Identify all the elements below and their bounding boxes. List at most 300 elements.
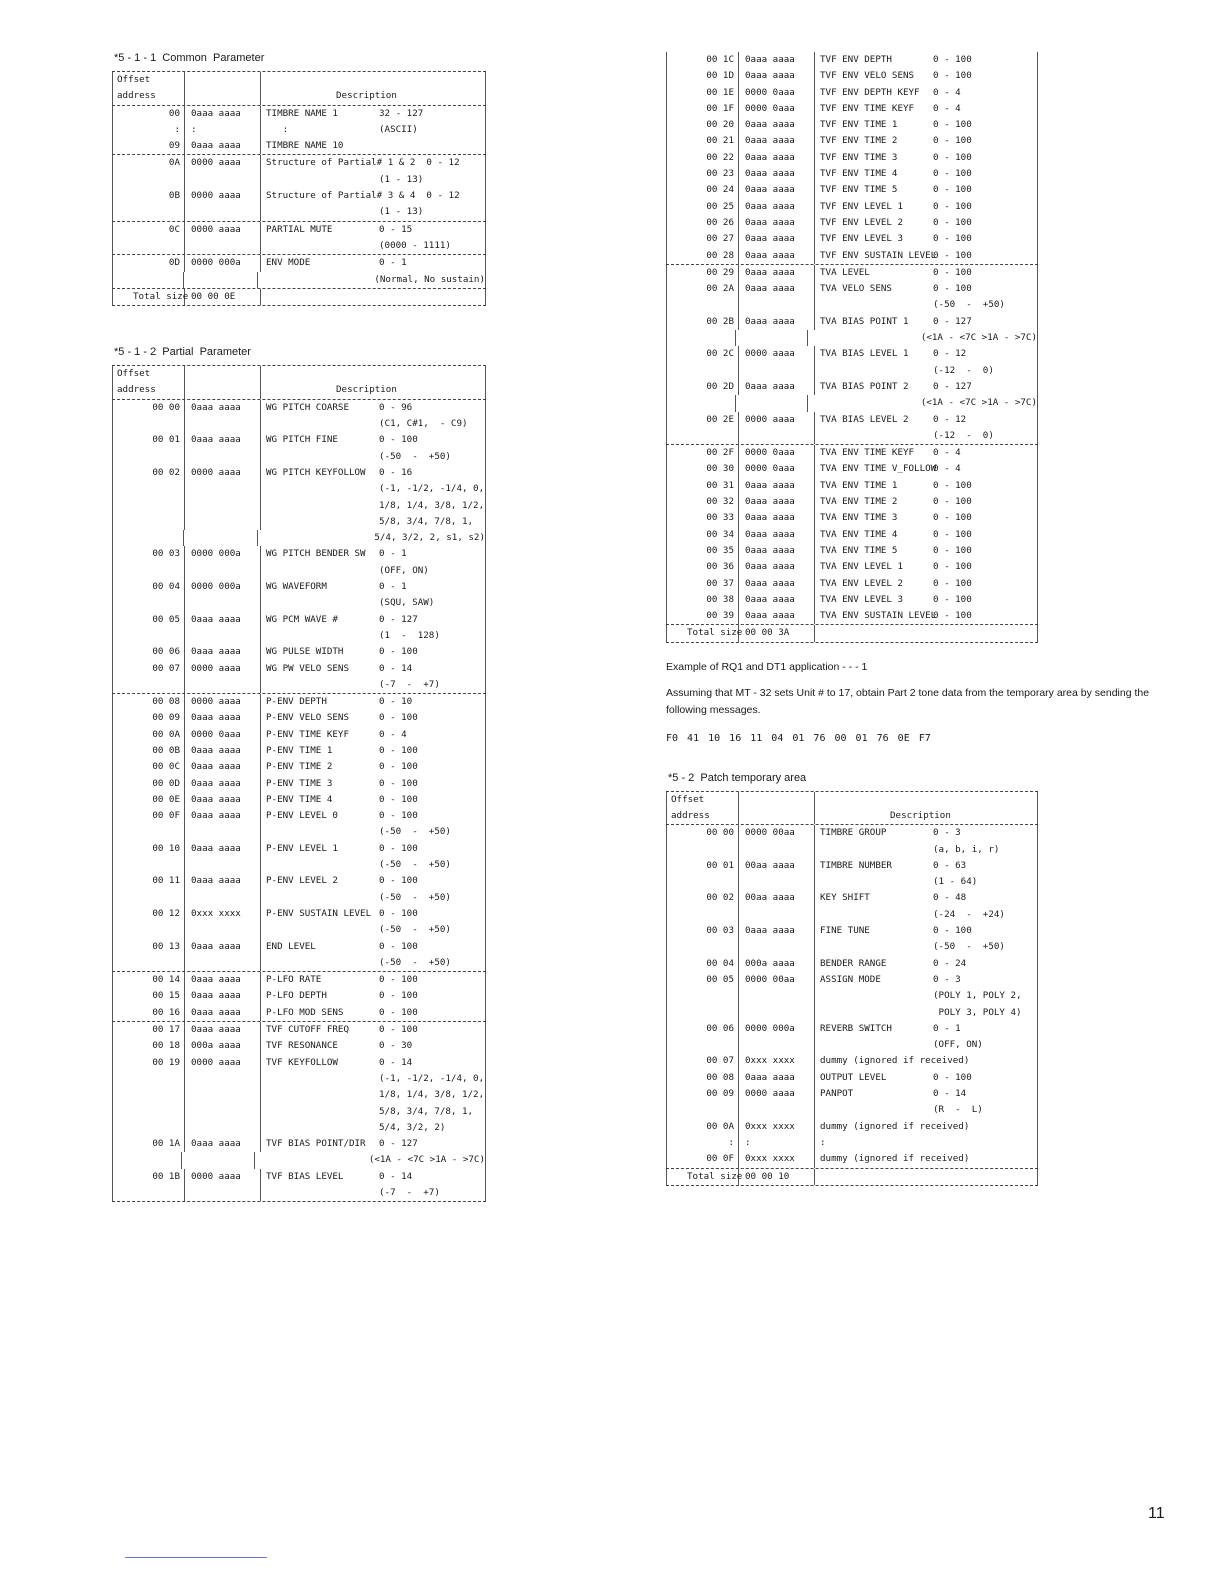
offset-cell: 00 06 <box>667 1021 739 1037</box>
data-bits-cell: 00 00 10 <box>739 1169 815 1185</box>
range-cell: (-50 - +50) <box>933 299 1005 311</box>
offset-cell: 00 17 <box>113 1022 185 1038</box>
description-cell: WG PW VELO SENS <box>266 662 349 674</box>
header-offset: Offset <box>113 72 185 88</box>
description-cell: TIMBRE GROUP <box>820 827 887 839</box>
description-cell: TVF ENV DEPTH <box>820 54 892 65</box>
data-bits-cell: 0aaa aaaa <box>185 1005 261 1021</box>
data-bits-cell <box>739 428 815 444</box>
description-cell: ENV MODE <box>266 257 311 269</box>
offset-cell: 00 13 <box>113 939 185 955</box>
description-cell: TVF ENV LEVEL 1 <box>820 200 903 212</box>
table-row <box>666 281 1038 297</box>
table-row <box>112 255 486 271</box>
data-bits-cell: 0000 aaaa <box>185 188 261 204</box>
data-bits-cell: 0aaa aaaa <box>185 988 261 1004</box>
offset-cell: 00 31 <box>667 478 739 494</box>
table-row <box>666 150 1038 166</box>
table-row <box>112 416 486 432</box>
description-cell: TVA ENV TIME 4 <box>820 528 898 540</box>
table-row <box>112 238 486 254</box>
data-bits-cell: 0aaa aaaa <box>185 808 261 824</box>
table-row <box>112 1120 486 1136</box>
offset-cell <box>667 842 739 858</box>
range-cell: 0 - 127 <box>379 613 418 625</box>
table-row <box>112 1055 486 1071</box>
range-cell: 0 - 14 <box>379 1170 413 1182</box>
table-row <box>666 1037 1038 1053</box>
table-row <box>666 956 1038 972</box>
range-cell: 0 - 4 <box>933 86 961 98</box>
table-row <box>112 481 486 497</box>
table-row <box>666 314 1038 330</box>
description-cell: TIMBRE NAME 10 <box>266 140 344 152</box>
description-cell: TVF BIAS POINT/DIR <box>266 1138 366 1150</box>
table-row <box>112 1185 486 1201</box>
description-cell: PARTIAL MUTE <box>266 223 333 235</box>
offset-cell: 00 18 <box>113 1038 185 1054</box>
description-cell <box>808 395 917 411</box>
table-row <box>112 188 486 204</box>
data-bits-cell <box>185 1104 261 1120</box>
offset-cell <box>667 1037 739 1053</box>
data-bits-cell <box>185 514 261 530</box>
description-cell: P-ENV TIME 4 <box>266 793 333 805</box>
data-bits-cell: 0aaa aaaa <box>739 199 815 215</box>
description-cell: KEY SHIFT <box>820 892 870 904</box>
description-cell: TVF BIAS LEVEL <box>266 1170 344 1182</box>
table-row <box>112 498 486 514</box>
description-cell: P-ENV LEVEL 0 <box>266 810 338 822</box>
offset-cell <box>113 1152 182 1168</box>
description-cell: : <box>820 1136 826 1148</box>
table-row <box>112 873 486 889</box>
range-cell: (-50 - +50) <box>379 450 451 462</box>
table-row <box>666 1102 1038 1118</box>
offset-cell: 00 0D <box>113 776 185 792</box>
data-bits-cell: 00 00 0E <box>185 289 261 305</box>
offset-cell: 0D <box>113 255 185 271</box>
offset-cell <box>667 988 739 1004</box>
offset-cell <box>113 272 184 288</box>
description-cell <box>261 890 375 906</box>
table-row <box>666 1119 1038 1135</box>
data-bits-cell <box>739 988 815 1004</box>
header-description: Description <box>336 384 397 396</box>
offset-cell: 00 08 <box>667 1070 739 1086</box>
table-header-row <box>112 72 486 88</box>
data-bits-cell <box>736 395 809 411</box>
table-header-row <box>666 792 1038 808</box>
description-cell: dummy (ignored if received) <box>820 1153 970 1165</box>
offset-cell <box>667 1005 739 1021</box>
data-bits-cell: 0aaa aaaa <box>739 117 815 133</box>
data-bits-cell: 0000 00aa <box>739 972 815 988</box>
description-cell: TVA ENV TIME 3 <box>820 512 898 524</box>
range-cell <box>929 625 1037 641</box>
range-cell: 0 - 100 <box>933 70 972 82</box>
description-cell: TVA LEVEL <box>820 266 870 278</box>
offset-cell: 00 0C <box>113 759 185 775</box>
offset-cell: 00 29 <box>667 265 739 281</box>
offset-cell: : <box>113 122 185 138</box>
data-bits-cell: 0000 00aa <box>739 825 815 841</box>
data-bits-cell: 0000 0aaa <box>739 461 815 477</box>
range-cell: 0 - 100 <box>379 793 418 805</box>
offset-cell: 0C <box>113 222 185 238</box>
offset-cell: 00 04 <box>113 579 185 595</box>
offset-cell <box>113 628 185 644</box>
data-bits-cell: 0000 aaaa <box>739 1086 815 1102</box>
data-bits-cell: 0000 0aaa <box>185 727 261 743</box>
offset-cell <box>113 824 185 840</box>
data-bits-cell: 0000 0aaa <box>739 85 815 101</box>
description-cell: TVF RESONANCE <box>266 1040 338 1052</box>
range-cell: 32 - 127 <box>379 107 424 119</box>
range-cell: 0 - 100 <box>933 283 972 295</box>
description-cell: WG PULSE WIDTH <box>266 646 344 658</box>
table-row <box>112 776 486 792</box>
table-row <box>112 727 486 743</box>
table-row <box>666 543 1038 559</box>
range-cell: 0 - 12 <box>933 413 967 425</box>
offset-cell: 00 33 <box>667 510 739 526</box>
range-cell: 0 - 100 <box>933 544 972 556</box>
data-bits-cell <box>739 842 815 858</box>
offset-cell: 00 25 <box>667 199 739 215</box>
table-row <box>112 677 486 693</box>
range-cell: 0 - 100 <box>379 1006 418 1018</box>
description-cell <box>815 988 929 1004</box>
description-cell: TVF ENV TIME 3 <box>820 151 898 163</box>
table-row <box>112 743 486 759</box>
description-cell <box>261 595 375 611</box>
data-bits-cell: : <box>185 122 261 138</box>
data-bits-cell <box>185 449 261 465</box>
description-cell: TVA ENV TIME 2 <box>820 496 898 508</box>
offset-cell: 00 15 <box>113 988 185 1004</box>
offset-cell <box>113 857 185 873</box>
description-cell: P-ENV DEPTH <box>266 696 327 708</box>
data-bits-cell <box>185 677 261 693</box>
partial-cont-table-body <box>666 52 1038 642</box>
table-row <box>666 52 1038 68</box>
table-row <box>666 461 1038 477</box>
description-cell <box>261 628 375 644</box>
range-cell: 0 - 127 <box>933 315 972 327</box>
table-row <box>666 559 1038 575</box>
range-cell: (OFF, ON) <box>379 564 429 576</box>
table-row <box>112 824 486 840</box>
data-bits-cell: 0aaa aaaa <box>739 265 815 281</box>
table-row <box>666 379 1038 395</box>
description-cell: TVF ENV TIME 5 <box>820 184 898 196</box>
table-row <box>666 297 1038 313</box>
data-bits-cell: 0000 aaaa <box>185 1055 261 1071</box>
range-cell: (<1A - <7C >1A - >7C) <box>920 397 1037 409</box>
data-bits-cell: 0aaa aaaa <box>739 379 815 395</box>
offset-cell: 00 01 <box>113 432 185 448</box>
range-cell: (-1, -1/2, -1/4, 0, <box>379 483 485 495</box>
description-cell: END LEVEL <box>266 940 316 952</box>
offset-cell: 00 2E <box>667 412 739 428</box>
offset-cell <box>113 595 185 611</box>
data-bits-cell: 0000 000a <box>185 579 261 595</box>
description-cell: P-ENV TIME 3 <box>266 777 333 789</box>
description-cell: BENDER RANGE <box>820 957 887 969</box>
table-row <box>666 231 1038 247</box>
table-row <box>666 1053 1038 1069</box>
example-title: Example of RQ1 and DT1 application - - - 1 <box>666 660 868 673</box>
data-bits-cell: 0000 0aaa <box>739 445 815 461</box>
offset-cell <box>113 498 185 514</box>
offset-cell <box>667 428 739 444</box>
offset-cell: 00 0E <box>113 792 185 808</box>
range-cell: 0 - 10 <box>379 696 413 708</box>
offset-cell: 09 <box>113 138 185 154</box>
offset-cell: 00 0F <box>113 808 185 824</box>
data-bits-cell: 0aaa aaaa <box>739 576 815 592</box>
offset-cell <box>113 514 185 530</box>
data-bits-cell <box>185 1071 261 1087</box>
description-cell: TVA ENV TIME V_FOLLOW <box>820 463 937 475</box>
description-cell <box>261 955 375 971</box>
description-cell <box>261 416 375 432</box>
example-message-bytes: F0 41 10 16 11 04 01 76 00 01 76 0E F7 <box>666 732 931 744</box>
offset-cell: 00 03 <box>667 923 739 939</box>
table-row <box>112 106 486 122</box>
data-bits-cell: 00 00 3A <box>739 625 815 641</box>
description-cell <box>815 428 929 444</box>
offset-cell <box>667 363 739 379</box>
offset-cell: 00 02 <box>113 465 185 481</box>
table-row <box>666 890 1038 906</box>
description-cell <box>261 857 375 873</box>
description-cell <box>815 939 929 955</box>
data-bits-cell <box>739 1037 815 1053</box>
range-cell: 0 - 4 <box>379 728 407 740</box>
offset-cell: 00 27 <box>667 231 739 247</box>
description-cell <box>261 481 375 497</box>
offset-cell <box>667 939 739 955</box>
example-text: Assuming that MT - 32 sets Unit # to 17, obtain Part 2 tone data from the temporary area by sending the following messages. <box>666 686 1150 716</box>
description-cell <box>261 824 375 840</box>
range-cell: (<1A - <7C >1A - >7C) <box>920 332 1037 344</box>
table-row <box>112 514 486 530</box>
offset-cell: 00 26 <box>667 215 739 231</box>
table-row <box>112 841 486 857</box>
description-cell: TVA ENV SUSTAIN LEVEL <box>820 610 937 622</box>
table-row <box>112 1136 486 1152</box>
data-bits-cell <box>739 1005 815 1021</box>
table-row <box>112 1022 486 1038</box>
table-row <box>112 155 486 171</box>
header-blank <box>185 382 261 398</box>
range-cell: 0 - 100 <box>379 761 418 773</box>
offset-cell: 00 0F <box>667 1151 739 1167</box>
range-cell: 0 - 100 <box>379 940 418 952</box>
range-cell <box>929 1135 1037 1151</box>
range-cell: (SQU, SAW) <box>379 597 435 609</box>
description-cell: P-ENV TIME 1 <box>266 744 333 756</box>
data-bits-cell: 0000 000a <box>739 1021 815 1037</box>
table-row <box>666 1086 1038 1102</box>
range-cell: 0 - 100 <box>379 974 418 986</box>
table-row <box>112 579 486 595</box>
offset-cell: 00 37 <box>667 576 739 592</box>
data-bits-cell: 00aa aaaa <box>739 858 815 874</box>
range-cell: 5/4, 3/2, 2, s1, s2) <box>374 532 485 544</box>
offset-cell <box>113 530 184 546</box>
range-cell: 0 - 14 <box>379 1056 413 1068</box>
range-cell: 0 - 100 <box>933 200 972 212</box>
description-cell: P-ENV SUSTAIN LEVEL <box>266 907 372 919</box>
range-cell: 0 - 15 <box>379 223 413 235</box>
data-bits-cell: 0xxx xxxx <box>185 906 261 922</box>
data-bits-cell: 0aaa aaaa <box>739 133 815 149</box>
data-bits-cell: : <box>739 1135 815 1151</box>
table-row <box>112 530 486 546</box>
header-blank-desc <box>261 366 485 382</box>
data-bits-cell <box>185 628 261 644</box>
data-bits-cell: 0000 aaaa <box>739 346 815 362</box>
description-cell <box>261 677 375 693</box>
table-row <box>112 465 486 481</box>
description-cell: TVF CUTOFF FREQ <box>266 1024 349 1036</box>
description-cell: dummy (ignored if received) <box>820 1120 970 1132</box>
offset-cell <box>113 481 185 497</box>
offset-cell: 00 07 <box>667 1053 739 1069</box>
offset-cell: 00 09 <box>667 1086 739 1102</box>
description-cell <box>261 563 375 579</box>
description-cell: TVA BIAS POINT 1 <box>820 315 909 327</box>
range-cell: (-24 - +24) <box>933 908 1005 920</box>
description-cell: TVF ENV LEVEL 3 <box>820 233 903 245</box>
range-cell <box>929 1169 1037 1185</box>
description-cell <box>261 1185 375 1201</box>
data-bits-cell: 0000 000a <box>185 546 261 562</box>
offset-cell <box>113 890 185 906</box>
table-row <box>666 199 1038 215</box>
description-cell <box>815 1169 929 1185</box>
table-row <box>112 122 486 138</box>
description-cell: TVF ENV TIME 4 <box>820 168 898 180</box>
common-parameter-title: *5 - 1 - 1 Common Parameter <box>114 52 265 64</box>
description-cell <box>258 272 370 288</box>
table-row <box>112 694 486 710</box>
table-row <box>666 265 1038 281</box>
range-cell: 0 - 100 <box>379 990 418 1002</box>
offset-cell: 00 07 <box>113 661 185 677</box>
range-cell: (-50 - +50) <box>379 924 451 936</box>
data-bits-cell: 0aaa aaaa <box>185 400 261 416</box>
table-row <box>112 1071 486 1087</box>
range-cell: 5/4, 3/2, 2) <box>379 1121 446 1133</box>
data-bits-cell: 0aaa aaaa <box>739 592 815 608</box>
range-cell: 0 - 100 <box>933 528 972 540</box>
description-cell: dummy (ignored if received) <box>820 1055 970 1067</box>
footer-rule <box>125 1557 267 1558</box>
offset-cell: 00 22 <box>667 150 739 166</box>
table-row <box>112 272 486 288</box>
range-cell: (<1A - <7C >1A - >7C) <box>368 1154 485 1166</box>
range-cell: (ASCII) <box>379 123 418 135</box>
data-bits-cell: 0aaa aaaa <box>739 923 815 939</box>
offset-cell: 00 <box>113 106 185 122</box>
range-cell: 0 - 100 <box>379 907 418 919</box>
data-bits-cell: 0000 aaaa <box>185 661 261 677</box>
range-cell: 0 - 63 <box>933 859 967 871</box>
data-bits-cell: 0aaa aaaa <box>185 972 261 988</box>
range-cell: 0 - 127 <box>379 1138 418 1150</box>
offset-cell <box>667 907 739 923</box>
table-row <box>112 1005 486 1021</box>
data-bits-cell: 0aaa aaaa <box>739 608 815 624</box>
description-cell: P-LFO DEPTH <box>266 990 327 1002</box>
data-bits-cell: 0aaa aaaa <box>739 314 815 330</box>
header-blank-desc <box>261 72 485 88</box>
offset-cell <box>113 449 185 465</box>
offset-cell: 0A <box>113 155 185 171</box>
description-cell: PANPOT <box>820 1088 854 1100</box>
description-cell <box>261 922 375 938</box>
table-row <box>112 906 486 922</box>
offset-cell <box>113 172 185 188</box>
data-bits-cell: 0aaa aaaa <box>739 543 815 559</box>
range-cell <box>375 138 485 154</box>
description-cell: TVA ENV LEVEL 2 <box>820 577 903 589</box>
offset-cell <box>113 1104 185 1120</box>
data-bits-cell <box>185 481 261 497</box>
table-row <box>112 1169 486 1185</box>
data-bits-cell <box>739 939 815 955</box>
data-bits-cell: 0aaa aaaa <box>739 182 815 198</box>
table-row <box>112 449 486 465</box>
description-cell <box>261 172 375 188</box>
range-cell: 0 - 100 <box>379 842 418 854</box>
table-row <box>666 608 1038 624</box>
range-cell: 0 - 100 <box>933 577 972 589</box>
data-bits-cell: 0000 aaaa <box>185 694 261 710</box>
description-cell <box>815 874 929 890</box>
data-bits-cell: 0aaa aaaa <box>739 150 815 166</box>
range-cell: (-50 - +50) <box>379 891 451 903</box>
data-bits-cell: 0aaa aaaa <box>185 138 261 154</box>
right-column <box>666 52 1150 1186</box>
range-cell: 0 - 100 <box>933 593 972 605</box>
table-row <box>666 182 1038 198</box>
data-bits-cell: 0aaa aaaa <box>185 873 261 889</box>
offset-cell: 00 1E <box>667 85 739 101</box>
description-cell <box>261 238 375 254</box>
range-cell: 0 - 100 <box>933 249 972 261</box>
description-cell <box>815 1102 929 1118</box>
data-bits-cell <box>185 1185 261 1201</box>
offset-cell: 00 2A <box>667 281 739 297</box>
description-cell: TVA ENV LEVEL 1 <box>820 561 903 573</box>
offset-cell: Total size <box>667 625 739 641</box>
data-bits-cell <box>185 498 261 514</box>
range-cell: 0 - 100 <box>933 479 972 491</box>
data-bits-cell: 0aaa aaaa <box>185 759 261 775</box>
offset-cell: 00 00 <box>667 825 739 841</box>
range-cell: (-50 - +50) <box>379 859 451 871</box>
range-cell: 0 - 96 <box>379 401 413 413</box>
patch-table-body <box>666 824 1038 1185</box>
data-bits-cell <box>185 922 261 938</box>
range-cell: 0 - 14 <box>933 1088 967 1100</box>
range-cell: 0 - 100 <box>933 168 972 180</box>
